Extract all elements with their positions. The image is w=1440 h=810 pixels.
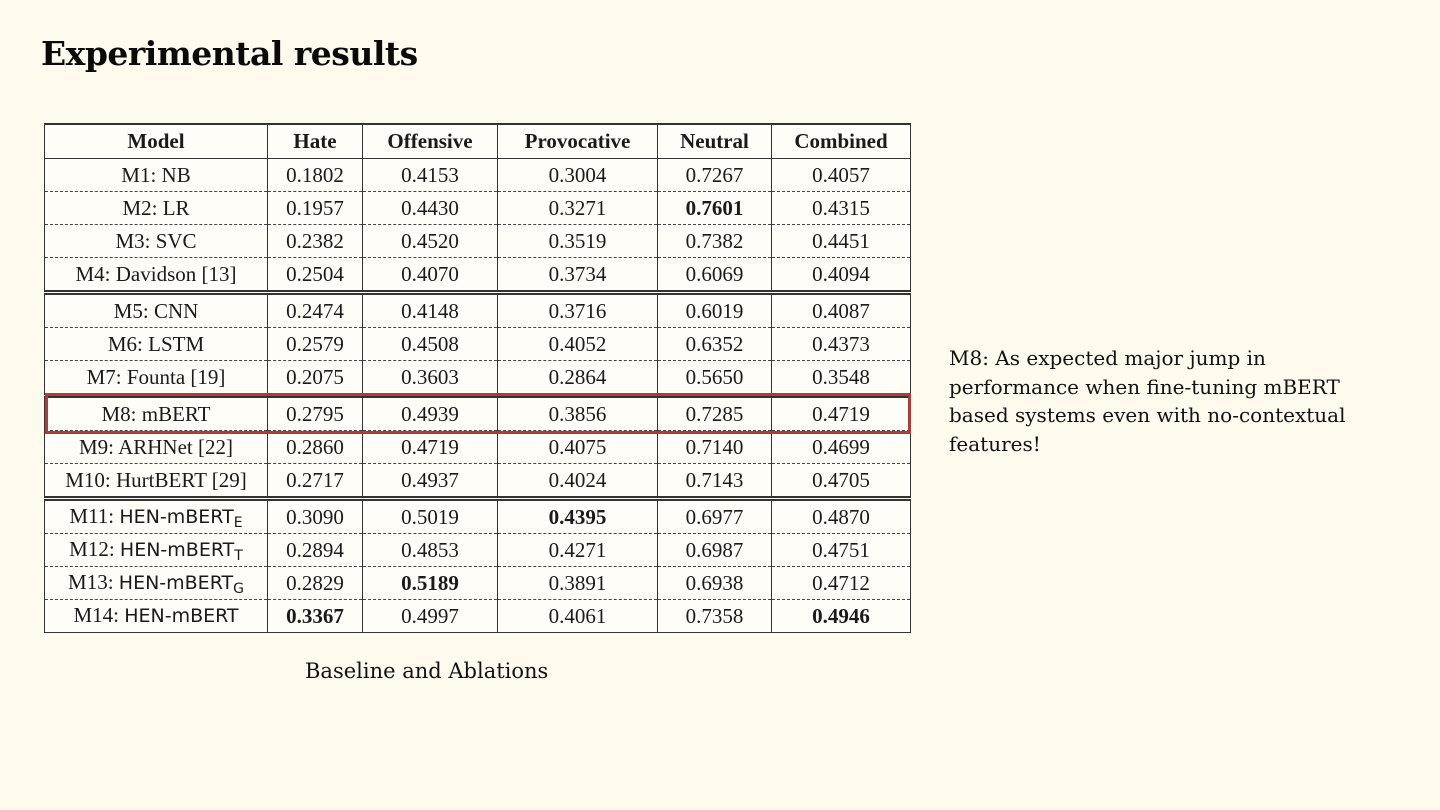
value-cell: 0.4057: [772, 159, 911, 192]
model-cell: [45, 567, 268, 600]
value-cell: 0.6019: [658, 293, 772, 328]
value-cell: 0.4052: [498, 328, 658, 361]
table-row: [45, 567, 911, 600]
value-cell: 0.4070: [363, 258, 498, 293]
value-cell: 0.4087: [772, 293, 911, 328]
model-name-text: HEN-mBERT: [119, 505, 234, 528]
best-value: 0.5189: [401, 570, 459, 595]
value-cell: 0.3891: [498, 567, 658, 600]
value-cell: [268, 600, 363, 633]
model-cell: [45, 600, 268, 633]
value-cell: [363, 567, 498, 600]
value-cell: 0.5019: [363, 499, 498, 534]
header-provocative: Provocative: [498, 124, 658, 159]
value-cell: 0.3734: [498, 258, 658, 293]
value-cell: 0.2474: [268, 293, 363, 328]
value-cell: 0.4712: [772, 567, 911, 600]
value-cell: 0.5650: [658, 361, 772, 396]
value-cell: [772, 600, 911, 633]
table-row: [45, 600, 911, 633]
model-name-text: HEN-mBERT: [119, 538, 235, 561]
best-value: 0.3367: [286, 603, 344, 628]
best-value: 0.4395: [548, 504, 607, 529]
value-cell: 0.7267: [658, 159, 772, 192]
value-cell: 0.4061: [498, 600, 658, 633]
value-cell: 0.2075: [268, 361, 363, 396]
value-cell: 0.4153: [363, 159, 498, 192]
best-value: 0.4946: [812, 603, 870, 628]
model-name-text: HEN-mBERT: [118, 571, 234, 594]
value-cell: 0.4075: [498, 431, 658, 464]
value-cell: 0.2864: [498, 361, 658, 396]
value-cell: 0.7285: [658, 396, 772, 431]
value-cell: 0.2717: [268, 464, 363, 499]
table-row: [45, 396, 911, 431]
model-cell: M9: ARHNet [22]: [45, 431, 268, 464]
value-cell: 0.4699: [772, 431, 911, 464]
model-cell: M2: LR: [45, 192, 268, 225]
header-neutral: Neutral: [658, 124, 772, 159]
value-cell: 0.6987: [658, 534, 772, 567]
value-cell: 0.2382: [268, 225, 363, 258]
table-header-row: [45, 124, 911, 159]
value-cell: 0.3271: [498, 192, 658, 225]
model-cell: [45, 534, 268, 567]
value-cell: 0.4508: [363, 328, 498, 361]
model-name: [124, 605, 238, 627]
model-cell: M4: Davidson [13]: [45, 258, 268, 293]
model-cell: M6: LSTM: [45, 328, 268, 361]
value-cell: 0.2795: [268, 396, 363, 431]
slide-title: Experimental results: [41, 34, 418, 73]
model-cell: M5: CNN: [45, 293, 268, 328]
model-name: [119, 505, 243, 531]
value-cell: 0.1957: [268, 192, 363, 225]
value-cell: 0.1802: [268, 159, 363, 192]
model-prefix: M13:: [68, 569, 119, 594]
table-row: [45, 159, 911, 192]
value-cell: 0.2894: [268, 534, 363, 567]
value-cell: 0.3716: [498, 293, 658, 328]
model-cell: M3: SVC: [45, 225, 268, 258]
table-row: [45, 464, 911, 499]
value-cell: 0.3004: [498, 159, 658, 192]
table-row: [45, 293, 911, 328]
table-row: [45, 328, 911, 361]
value-cell: 0.7143: [658, 464, 772, 499]
side-note: M8: As expected major jump in performance when fine-tuning mBERT based systems even with no-contextual features!: [949, 346, 1346, 456]
value-cell: [498, 499, 658, 534]
value-cell: 0.2504: [268, 258, 363, 293]
value-cell: 0.7358: [658, 600, 772, 633]
value-cell: 0.7140: [658, 431, 772, 464]
header-model: Model: [45, 124, 268, 159]
value-cell: 0.2829: [268, 567, 363, 600]
model-name-text: HEN-mBERT: [124, 604, 239, 627]
value-cell: 0.4997: [363, 600, 498, 633]
results-table: [44, 123, 911, 633]
model-cell: M10: HurtBERT [29]: [45, 464, 268, 499]
value-cell: 0.4520: [363, 225, 498, 258]
value-cell: 0.4751: [772, 534, 911, 567]
header-hate: Hate: [268, 124, 363, 159]
value-cell: 0.4719: [363, 431, 498, 464]
model-cell: M1: NB: [45, 159, 268, 192]
value-cell: 0.4853: [363, 534, 498, 567]
table-caption: Baseline and Ablations: [305, 659, 549, 683]
model-subscript: G: [233, 580, 244, 597]
table-row: [45, 258, 911, 293]
value-cell: 0.3548: [772, 361, 911, 396]
value-cell: 0.4937: [363, 464, 498, 499]
value-cell: 0.4451: [772, 225, 911, 258]
value-cell: 0.2860: [268, 431, 363, 464]
value-cell: 0.3856: [498, 396, 658, 431]
value-cell: 0.4939: [363, 396, 498, 431]
table-row: [45, 431, 911, 464]
value-cell: 0.6352: [658, 328, 772, 361]
model-cell: [45, 499, 268, 534]
best-value: 0.7601: [685, 195, 744, 220]
value-cell: 0.4870: [772, 499, 911, 534]
value-cell: 0.4024: [498, 464, 658, 499]
value-cell: 0.3603: [363, 361, 498, 396]
value-cell: 0.4719: [772, 396, 911, 431]
model-name: [119, 538, 243, 564]
model-subscript: T: [234, 547, 243, 564]
table-row: [45, 225, 911, 258]
model-prefix: M14:: [73, 602, 125, 627]
value-cell: 0.6977: [658, 499, 772, 534]
table-row: [45, 361, 911, 396]
model-prefix: M11:: [69, 503, 120, 528]
value-cell: 0.4705: [772, 464, 911, 499]
value-cell: 0.2579: [268, 328, 363, 361]
value-cell: 0.4315: [772, 192, 911, 225]
value-cell: 0.6069: [658, 258, 772, 293]
table-row: [45, 499, 911, 534]
table-row: [45, 192, 911, 225]
value-cell: 0.4148: [363, 293, 498, 328]
value-cell: 0.4373: [772, 328, 911, 361]
value-cell: 0.4094: [772, 258, 911, 293]
model-prefix: M12:: [69, 536, 120, 561]
model-name: [118, 571, 244, 597]
header-combined: Combined: [772, 124, 911, 159]
value-cell: 0.3090: [268, 499, 363, 534]
model-cell: M7: Founta [19]: [45, 361, 268, 396]
value-cell: 0.4271: [498, 534, 658, 567]
value-cell: 0.4430: [363, 192, 498, 225]
model-cell: M8: mBERT: [45, 396, 268, 431]
value-cell: 0.7382: [658, 225, 772, 258]
table-row: [45, 534, 911, 567]
value-cell: 0.6938: [658, 567, 772, 600]
value-cell: 0.3519: [498, 225, 658, 258]
header-offensive: Offensive: [363, 124, 498, 159]
model-subscript: E: [233, 514, 243, 531]
value-cell: [658, 192, 772, 225]
table-body: [45, 159, 911, 633]
